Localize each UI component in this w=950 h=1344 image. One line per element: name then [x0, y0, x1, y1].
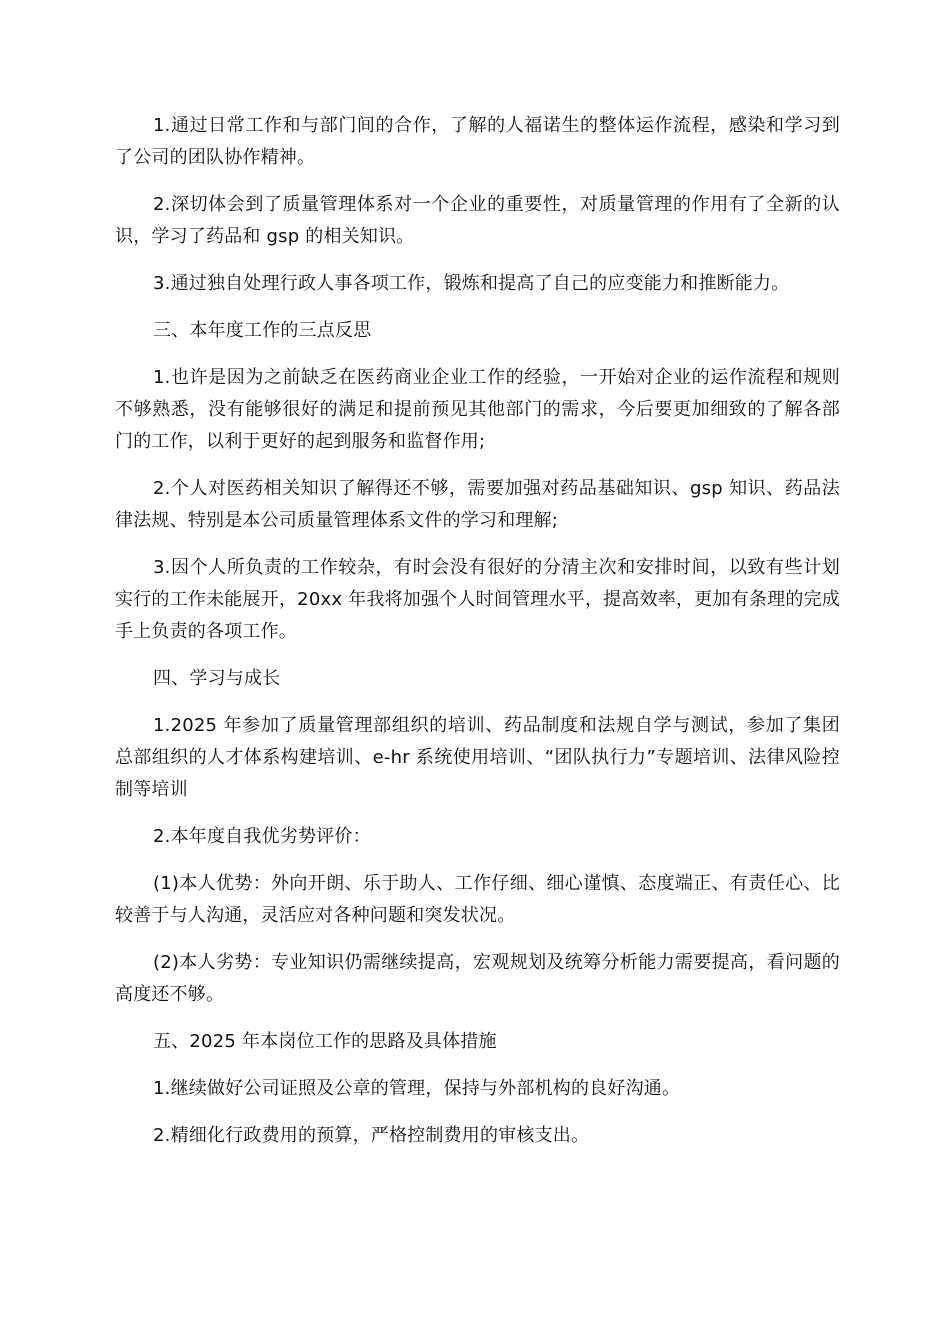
paragraph-weaknesses: (2)本人劣势：专业知识仍需继续提高，宏观规划及统筹分析能力需要提高，看问题的高度还不够。	[115, 952, 840, 1005]
section-heading-next-year-plan: 五、2025 年本岗位工作的思路及具体措施	[153, 1031, 497, 1052]
paragraph-reflection-3: 3.因个人所负责的工作较杂，有时会没有很好的分清主次和安排时间，以致有些计划实行的工作未能展开，20xx 年我将加强个人时间管理水平，提高效率，更加有条理的完成手上负责的各项工作。	[115, 557, 840, 642]
paragraph-plan-1: 1.继续做好公司证照及公章的管理，保持与外部机构的良好沟通。	[153, 1078, 681, 1099]
paragraph-self-evaluation: 2.本年度自我优劣势评价：	[153, 826, 371, 847]
section-heading-reflections: 三、本年度工作的三点反思	[153, 320, 372, 341]
paragraph-training: 1.2025 年参加了质量管理部组织的培训、药品制度和法规自学与测试，参加了集团总部组织的人才体系构建培训、e-hr 系统使用培训、“团队执行力”专题培训、法律风险控制等培训	[115, 715, 840, 800]
paragraph-quality-management: 2.深切体会到了质量管理体系对一个企业的重要性，对质量管理的作用有了全新的认识，学习了药品和 gsp 的相关知识。	[115, 194, 840, 247]
document-body	[115, 110, 840, 1167]
paragraph-reflection-1: 1.也许是因为之前缺乏在医药商业企业工作的经验，一开始对企业的运作流程和规则不够熟悉，没有能够很好的满足和提前预见其他部门的需求，今后要更加细致的了解各部门的工作，以利于更好的起到服务和监督作用;	[115, 367, 840, 452]
paragraph-team-collaboration: 1.通过日常工作和与部门间的合作，了解的人福诺生的整体运作流程，感染和学习到了公司的团队协作精神。	[115, 115, 840, 168]
paragraph-plan-2: 2.精细化行政费用的预算，严格控制费用的审核支出。	[153, 1125, 590, 1146]
paragraph-independent-work: 3.通过独自处理行政人事各项工作，锻炼和提高了自己的应变能力和推断能力。	[153, 273, 790, 294]
paragraph-reflection-2: 2.个人对医药相关知识了解得还不够，需要加强对药品基础知识、gsp 知识、药品法律法规、特别是本公司质量管理体系文件的学习和理解;	[115, 478, 840, 531]
paragraph-strengths: (1)本人优势：外向开朗、乐于助人、工作仔细、细心谨慎、态度端正、有责任心、比较善于与人沟通，灵活应对各种问题和突发状况。	[115, 873, 840, 926]
section-heading-learning-growth: 四、学习与成长	[153, 668, 281, 689]
